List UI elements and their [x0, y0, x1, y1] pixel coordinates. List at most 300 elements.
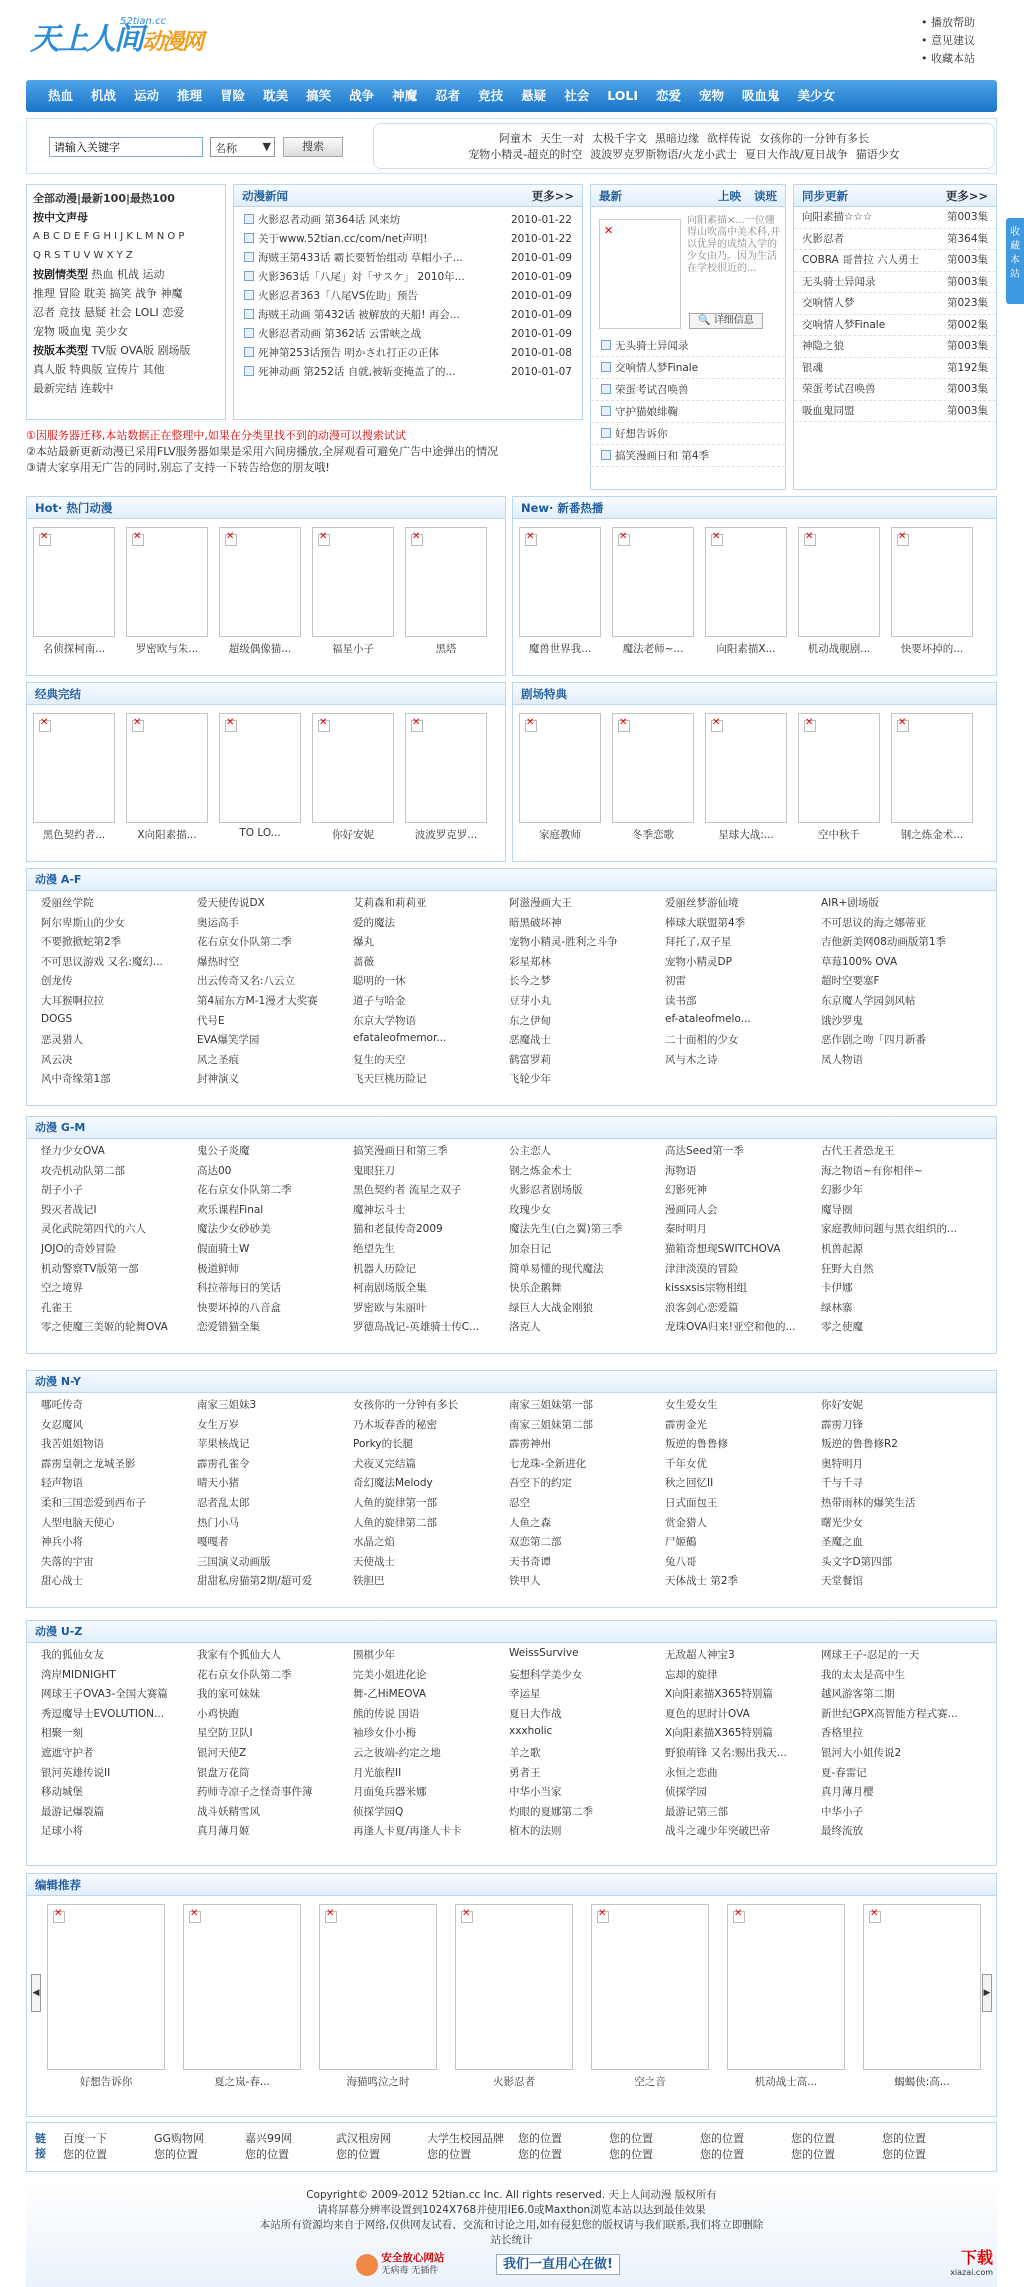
poster-title[interactable]: 罗密欧与朱...	[135, 643, 199, 655]
az-item[interactable]: 最游记第三部	[665, 1805, 728, 1818]
az-item[interactable]: 我的家可妹妹	[197, 1688, 260, 1701]
safe-badge[interactable]: 安全放心网站 无病毒 无插件	[356, 2252, 444, 2277]
az-item[interactable]: 三国演义动画版	[197, 1555, 271, 1568]
search-type-select[interactable]: 名称 ▼	[210, 137, 275, 157]
poster-image[interactable]	[863, 1904, 981, 2070]
az-item[interactable]: 欢乐课程Final	[197, 1203, 264, 1216]
az-item[interactable]: 暗黑破坏神	[509, 916, 562, 929]
nav-item-11[interactable]: 悬疑	[521, 88, 547, 103]
az-item[interactable]: 月面兔兵器米娜	[353, 1786, 427, 1799]
friend-link[interactable]: 您的位置	[245, 2148, 289, 2161]
az-item[interactable]: 我的狐仙女友	[41, 1649, 104, 1661]
az-item[interactable]: 爆丸	[353, 936, 374, 949]
az-item[interactable]: 读书部	[665, 995, 697, 1007]
az-item[interactable]: 真月薄月樱	[821, 1786, 874, 1799]
poster-title[interactable]: 福星小子	[332, 643, 374, 655]
poster-title[interactable]: 机动战舰剧...	[807, 643, 871, 655]
az-item[interactable]: 大耳猴啊拉拉	[41, 995, 104, 1007]
poster-title[interactable]: 钢之炼金术...	[900, 829, 964, 841]
az-item[interactable]: 风与木之诗	[665, 1053, 718, 1066]
poster-image[interactable]	[33, 713, 115, 823]
az-item[interactable]: 风云决	[41, 1053, 73, 1066]
friend-link[interactable]: 您的位置	[518, 2132, 562, 2145]
sync-item-name[interactable]: 吸血鬼同盟	[802, 404, 855, 417]
az-item[interactable]: 再逢人卡夏/再逢人卡卡	[353, 1825, 462, 1838]
poster-item[interactable]	[33, 527, 115, 656]
az-item[interactable]: 我的太太是高中生	[821, 1668, 905, 1681]
search-button[interactable]: 搜索	[283, 137, 343, 157]
sync-item[interactable]	[794, 207, 996, 229]
nav-item-15[interactable]: 宠物	[698, 88, 724, 103]
hot-keyword[interactable]: 宠物小精灵-超克的时空	[468, 148, 583, 161]
nav-item-1[interactable]: 机战	[91, 88, 117, 103]
latest-item-title[interactable]: 无头骑士异闻录	[615, 340, 689, 352]
az-item[interactable]: 凤人物语	[821, 1053, 863, 1066]
sync-item[interactable]	[794, 315, 996, 337]
az-item[interactable]: JOJO的奇妙冒险	[41, 1243, 117, 1255]
az-item[interactable]: 长今之梦	[509, 975, 551, 988]
poster-title[interactable]: 黑色契约者...	[42, 829, 106, 841]
az-item[interactable]: 遮遮守护者	[41, 1747, 94, 1759]
az-item[interactable]: 霹雳金光	[665, 1418, 707, 1431]
poster-title[interactable]: 波波罗克罗...	[414, 829, 478, 841]
carousel-next-arrow[interactable]: ▶	[982, 1974, 992, 2012]
az-item[interactable]: 科拉蒂每日的笑话	[197, 1282, 281, 1295]
poster-item[interactable]	[519, 527, 601, 656]
az-item[interactable]: 夏-春雷记	[821, 1766, 867, 1779]
hot-keyword[interactable]: 黑暗边缘	[655, 132, 699, 145]
poster-item[interactable]	[33, 713, 115, 842]
az-item[interactable]: 家庭教师问题与黑衣组织的...	[821, 1223, 958, 1236]
az-item[interactable]: 铁甲人	[509, 1575, 541, 1588]
news-item[interactable]	[234, 287, 582, 306]
detail-button[interactable]: 🔍 详细信息	[689, 313, 763, 329]
sync-item-name[interactable]: 向阳素描☆☆☆	[802, 211, 873, 223]
az-item[interactable]: 魔导圈	[821, 1203, 853, 1216]
news-item-title[interactable]: 关于www.52tian.cc/com/net声明!	[258, 233, 428, 245]
az-item[interactable]: 风之圣痕	[197, 1053, 239, 1066]
top-link-help[interactable]: • 播放帮助	[921, 16, 975, 29]
sync-item-name[interactable]: 荣蛋考试召唤兽	[802, 383, 876, 395]
az-item[interactable]: 真月薄月姬	[197, 1825, 250, 1838]
friend-link[interactable]: 您的位置	[700, 2148, 744, 2161]
poster-item[interactable]	[47, 1904, 165, 2089]
az-item[interactable]: 霹雳孔雀令	[197, 1457, 250, 1470]
sync-item[interactable]	[794, 229, 996, 251]
az-item[interactable]: 围棋少年	[353, 1649, 395, 1661]
poster-item[interactable]	[798, 713, 880, 842]
poster-title[interactable]: 机动战士高...	[754, 2076, 818, 2088]
hot-keyword[interactable]: 太极千字文	[592, 132, 647, 145]
friend-link[interactable]: 您的位置	[791, 2148, 835, 2161]
sync-item-name[interactable]: 银魂	[802, 361, 823, 374]
az-item[interactable]: 攻壳机动队第二部	[41, 1164, 125, 1177]
az-item[interactable]: 玫瑰少女	[509, 1203, 551, 1216]
latest-item-title[interactable]: 好想告诉你	[615, 428, 668, 440]
az-item[interactable]: 不可思议的海之娜蒂亚	[821, 916, 926, 929]
az-item[interactable]: 绿巨人大战金刚狼	[509, 1301, 593, 1314]
az-item[interactable]: 银河天使Z	[197, 1747, 247, 1759]
news-item-title[interactable]: 海贼王第433话 霸长要暂怡组动 草帽小子...	[258, 252, 463, 264]
az-item[interactable]: 神兵小将	[41, 1536, 83, 1549]
az-item[interactable]: 双恋第二部	[509, 1536, 562, 1549]
az-item[interactable]: 怪力少女OVA	[41, 1145, 105, 1157]
sync-item[interactable]	[794, 293, 996, 315]
nav-item-6[interactable]: 搞笑	[306, 88, 332, 103]
latest-item[interactable]	[591, 423, 785, 445]
types-row2[interactable]: 推理 冒险 耽美 搞笑 战争 神魔	[33, 287, 183, 300]
az-item[interactable]: 尸姬鶴	[665, 1536, 697, 1549]
az-item[interactable]: 南家三姐妹3	[197, 1399, 257, 1411]
poster-item[interactable]	[219, 527, 301, 656]
az-item[interactable]: 完美小姐进化论	[353, 1668, 427, 1681]
poster-image[interactable]	[705, 527, 787, 637]
az-item[interactable]: 永恒之恋曲	[665, 1766, 718, 1779]
az-item[interactable]: 机动警察TV版第一部	[41, 1262, 139, 1275]
sync-item-name[interactable]: 交响情人梦Finale	[802, 318, 886, 331]
news-item-title[interactable]: 火影忍者363「八尾VS佐助」预告	[258, 290, 418, 302]
az-item[interactable]: X向阳素描X365特别篇	[665, 1688, 773, 1701]
az-item[interactable]: 机兽起源	[821, 1243, 863, 1255]
az-item[interactable]: 阿尔卑斯山的少女	[41, 916, 125, 929]
az-item[interactable]: 银盘万花筒	[197, 1766, 250, 1779]
poster-item[interactable]	[405, 713, 487, 842]
poster-title[interactable]: 超级偶像猫...	[228, 643, 292, 655]
az-item[interactable]: 封神演义	[197, 1073, 239, 1086]
az-item[interactable]: 云之彼端-约定之地	[353, 1747, 441, 1759]
az-item[interactable]: 妄想科学美少女	[509, 1668, 583, 1681]
poster-image[interactable]	[705, 713, 787, 823]
hot-keyword[interactable]: 猫语少女	[855, 148, 900, 161]
poster-title[interactable]: 好想告诉你	[79, 2076, 133, 2088]
az-item[interactable]: Porky的长腿	[353, 1438, 414, 1451]
poster-image[interactable]	[612, 527, 694, 637]
az-item[interactable]: 绿林寨	[821, 1301, 853, 1314]
poster-image[interactable]	[33, 527, 115, 637]
poster-image[interactable]	[183, 1904, 301, 2070]
az-item[interactable]: 二十面相的少女	[665, 1034, 739, 1047]
poster-title[interactable]: 你好安妮	[332, 829, 374, 841]
az-item[interactable]: 高达00	[197, 1164, 232, 1177]
poster-item[interactable]	[612, 713, 694, 842]
az-item[interactable]: 罗德岛战记-英雄骑士传C...	[353, 1321, 480, 1334]
az-item[interactable]: 哪吒传奇	[41, 1399, 83, 1411]
sync-item-name[interactable]: COBRA 哥普拉 六人勇士	[802, 254, 920, 266]
poster-title[interactable]: 魔兽世界我...	[528, 643, 592, 655]
az-item[interactable]: 飞天巨桃历险记	[353, 1073, 427, 1086]
friend-link[interactable]: GG购物网	[154, 2132, 205, 2145]
az-item[interactable]: ef-ataleofmelo...	[665, 1012, 751, 1025]
poster-image[interactable]	[591, 1904, 709, 2070]
poster-title[interactable]: 名侦探柯南...	[42, 643, 106, 655]
az-item[interactable]: 罗密欧与朱丽叶	[353, 1301, 427, 1314]
poster-item[interactable]	[705, 527, 787, 656]
az-item[interactable]: 零之使魔三美姬的轮舞OVA	[41, 1321, 168, 1334]
az-item[interactable]: 天使战士	[353, 1555, 395, 1568]
types-row4[interactable]: 宠物 吸血鬼 美少女	[33, 325, 128, 338]
az-item[interactable]: 代号E	[197, 1014, 225, 1027]
az-item[interactable]: 恶灵猎人	[41, 1034, 83, 1047]
az-item[interactable]: 宠物小精灵-胜利之斗争	[509, 936, 618, 949]
types-row3[interactable]: 忍者 竞技 悬疑 社会 LOLI 恋爱	[33, 306, 185, 319]
az-item[interactable]: 我苦姐姐物语	[41, 1438, 104, 1451]
az-item[interactable]: 网球王子OVA3-全国大赛篇	[41, 1688, 168, 1701]
site-logo[interactable]	[30, 14, 240, 66]
az-item[interactable]: 鬼眼狂刀	[353, 1164, 395, 1177]
poster-title[interactable]: 海猫鸣泣之时	[346, 2076, 410, 2088]
az-item[interactable]: 魔法少女砂砂美	[197, 1223, 271, 1236]
az-item[interactable]: 恶作剧之吻「四月新番	[821, 1034, 926, 1047]
az-item[interactable]: 无敌超人神宝3	[665, 1649, 735, 1661]
carousel-prev-arrow[interactable]: ◀	[31, 1974, 41, 2012]
news-item[interactable]	[234, 363, 582, 382]
az-item[interactable]: 高达Seed第一季	[665, 1145, 744, 1157]
az-item[interactable]: 猫箱奇想现SWITCHOVA	[665, 1243, 781, 1255]
sync-item[interactable]	[794, 379, 996, 401]
top-link-favorite[interactable]: • 收藏本站	[921, 52, 975, 65]
poster-title[interactable]: 家庭教师	[539, 829, 581, 841]
az-item[interactable]: 公主恋人	[509, 1145, 551, 1157]
sync-item-name[interactable]: 神隐之狼	[802, 340, 844, 352]
az-item[interactable]: 机器人历险记	[353, 1262, 416, 1275]
az-item[interactable]: 绝望先生	[353, 1243, 395, 1255]
latest-item[interactable]	[591, 335, 785, 357]
friend-link[interactable]: 您的位置	[700, 2132, 744, 2145]
az-item[interactable]: 甜甜私房猫第2期/超可爱	[197, 1575, 313, 1588]
az-item[interactable]: 草莓100% OVA	[821, 955, 898, 968]
az-item[interactable]: 叛逆的鲁鲁修	[665, 1438, 728, 1451]
poster-image[interactable]	[519, 527, 601, 637]
sync-item[interactable]	[794, 401, 996, 423]
poster-image[interactable]	[405, 527, 487, 637]
az-item[interactable]: 鹤富罗莉	[509, 1053, 551, 1066]
poster-title[interactable]: 空中秋千	[818, 829, 860, 841]
az-item[interactable]: 风中奇缘第1部	[41, 1073, 111, 1086]
news-more-link[interactable]: 更多>>	[531, 189, 574, 203]
az-item[interactable]: 中华小子	[821, 1805, 863, 1818]
sync-item[interactable]	[794, 250, 996, 272]
news-item[interactable]	[234, 249, 582, 268]
news-item-title[interactable]: 死神动画 第252话 自就,被斩变掩盖了的...	[258, 366, 456, 378]
sync-item[interactable]	[794, 358, 996, 380]
friend-link[interactable]: 百度一下	[63, 2132, 107, 2145]
latest-tab-read[interactable]: 读班	[754, 189, 777, 203]
friend-link[interactable]: 您的位置	[609, 2132, 653, 2145]
poster-title[interactable]: 黑塔	[435, 643, 457, 655]
poster-item[interactable]	[519, 713, 601, 842]
latest-item[interactable]	[591, 379, 785, 401]
az-item[interactable]: 灼眼的夏娜第二季	[509, 1805, 593, 1818]
hot-keyword[interactable]: 夏日大作战/夏日战争	[744, 148, 848, 161]
az-item[interactable]: 宠物小精灵DP	[665, 955, 732, 968]
az-item[interactable]: 零之使魔	[821, 1321, 863, 1334]
az-item[interactable]: DOGS	[41, 1012, 73, 1025]
az-item[interactable]: 爱丽丝梦游仙境	[665, 897, 739, 909]
friend-link[interactable]: 嘉兴99网	[245, 2132, 292, 2145]
az-item[interactable]: 超时空要塞F	[821, 975, 880, 988]
az-item[interactable]: 毁灭者战记I	[41, 1203, 97, 1216]
az-item[interactable]: 星空防卫队I	[197, 1727, 253, 1740]
az-item[interactable]: 赏金猎人	[665, 1516, 707, 1529]
poster-item[interactable]	[612, 527, 694, 656]
poster-image[interactable]	[219, 713, 301, 823]
poster-item[interactable]	[705, 713, 787, 842]
poster-title[interactable]: 快要坏掉的...	[900, 643, 964, 655]
friend-link[interactable]: 您的位置	[427, 2148, 471, 2161]
poster-item[interactable]	[219, 713, 301, 839]
poster-image[interactable]	[891, 713, 973, 823]
download-logo[interactable]: 下载 xiazai.com	[950, 2248, 993, 2277]
az-item[interactable]: 最游记爆裂篇	[41, 1805, 104, 1818]
az-item[interactable]: 南家三姐妹第二部	[509, 1418, 593, 1431]
az-item[interactable]: 头文字D第四部	[821, 1555, 893, 1568]
news-item-title[interactable]: 死神第253话预告 明かされ打正の正体	[258, 347, 439, 359]
news-item[interactable]	[234, 211, 582, 230]
az-item[interactable]: 猫和老鼠传奇2009	[353, 1223, 443, 1236]
latest-item[interactable]	[591, 357, 785, 379]
poster-title[interactable]: 星球大战:...	[718, 829, 774, 841]
az-item[interactable]: 移动城堡	[41, 1786, 83, 1799]
category-tabs[interactable]: 全部动漫|最新100|最热100	[33, 192, 175, 205]
az-item[interactable]: 东之伊甸	[509, 1014, 551, 1027]
nav-item-10[interactable]: 竞技	[478, 88, 504, 103]
az-item[interactable]: 叛逆的鲁鲁修R2	[821, 1438, 898, 1451]
az-item[interactable]: 奥运高手	[197, 916, 239, 929]
nav-item-9[interactable]: 忍者	[435, 88, 461, 103]
az-item[interactable]: 钢之炼金术士	[509, 1164, 572, 1177]
hot-keyword[interactable]: 阿童木	[499, 132, 532, 145]
az-item[interactable]: 越风游客第二期	[821, 1688, 895, 1701]
friend-link[interactable]: 您的位置	[336, 2148, 380, 2161]
az-item[interactable]: 热带雨林的爆笑生活	[821, 1497, 916, 1509]
az-item[interactable]: 狂野大自然	[821, 1262, 874, 1275]
az-item[interactable]: 彩星郑林	[509, 955, 551, 968]
az-item[interactable]: 最终流放	[821, 1825, 863, 1838]
az-item[interactable]: 霹雳刀锋	[821, 1418, 863, 1431]
sync-item-name[interactable]: 交响情人梦	[802, 297, 855, 309]
az-item[interactable]: 天体战士 第2季	[665, 1575, 739, 1588]
news-item[interactable]	[234, 268, 582, 287]
az-item[interactable]: 相聚一刻	[41, 1727, 83, 1740]
az-item[interactable]: 熊的传说 国语	[353, 1707, 420, 1720]
hot-keyword[interactable]: 波波罗克罗斯物语/火龙小武士	[590, 148, 737, 161]
nav-item-3[interactable]: 推理	[177, 88, 203, 103]
poster-item[interactable]	[312, 527, 394, 656]
az-item[interactable]: xxxholic	[509, 1725, 553, 1738]
az-item[interactable]: 忍者乱太郎	[197, 1497, 250, 1509]
az-item[interactable]: 吾空下的约定	[509, 1477, 572, 1490]
poster-item[interactable]	[891, 527, 973, 656]
az-item[interactable]: 女忍魔风	[41, 1418, 83, 1431]
az-item[interactable]: 聪明的一休	[353, 975, 406, 988]
friend-link[interactable]: 大学生校园品牌	[427, 2132, 504, 2145]
az-item[interactable]: 胡子小子	[41, 1184, 83, 1197]
az-item[interactable]: 奥特明月	[821, 1457, 863, 1470]
az-item[interactable]: 七龙珠-全新进化	[509, 1457, 587, 1470]
az-item[interactable]: 吉他新美网08动画版第1季	[821, 936, 947, 949]
nav-item-17[interactable]: 美少女	[797, 88, 836, 103]
az-item[interactable]: 卡伊娜	[821, 1282, 853, 1295]
az-item[interactable]: 创龙传	[41, 975, 73, 988]
news-item-title[interactable]: 海贼王动画 第432话 被解放的天船! 再会...	[258, 309, 460, 321]
az-item[interactable]: 拜托了,双子星	[665, 936, 732, 949]
az-item[interactable]: 魔法先生(白之翼)第三季	[509, 1223, 623, 1236]
az-item[interactable]: 千与千寻	[821, 1477, 863, 1490]
az-item[interactable]: 道子与哈金	[353, 995, 406, 1007]
az-item[interactable]: 爱丽丝学院	[41, 897, 94, 909]
az-item[interactable]: 复生的天空	[353, 1053, 406, 1066]
poster-item[interactable]	[312, 713, 394, 842]
az-item[interactable]: 羊之歌	[509, 1747, 541, 1759]
az-item[interactable]: 人型电脑天使心	[41, 1516, 115, 1529]
az-item[interactable]: 你好安妮	[821, 1399, 863, 1411]
az-item[interactable]: 天堂餐馆	[821, 1575, 863, 1588]
az-item[interactable]: 孔雀王	[41, 1301, 73, 1314]
search-input[interactable]	[49, 137, 203, 157]
poster-image[interactable]	[891, 527, 973, 637]
news-item-title[interactable]: 火影忍者动画 第362话 云雷峡之战	[258, 328, 422, 340]
az-item[interactable]: 足球小将	[41, 1825, 83, 1838]
az-item[interactable]: 爱天使传说DX	[197, 897, 265, 909]
az-item[interactable]: 忘却的旋律	[665, 1668, 718, 1681]
az-item[interactable]: 花右京女仆队第二季	[197, 1184, 292, 1197]
az-item[interactable]: 人鱼的旋律第二部	[353, 1516, 437, 1529]
poster-title[interactable]: 向阳素描X...	[716, 643, 776, 655]
az-item[interactable]: 曙光少女	[821, 1516, 863, 1529]
az-item[interactable]: 侦探学园	[665, 1786, 707, 1799]
poster-item[interactable]	[891, 713, 973, 842]
az-item[interactable]: 简单易懂的现代魔法	[509, 1262, 604, 1275]
az-item[interactable]: 热门小马	[197, 1516, 239, 1529]
az-item[interactable]: AIR+剧场版	[821, 897, 879, 909]
sync-more-link[interactable]: 更多>>	[945, 189, 988, 203]
poster-title[interactable]: TO LO...	[239, 827, 281, 839]
latest-item[interactable]	[591, 401, 785, 423]
az-item[interactable]: 铁胆巴	[353, 1575, 385, 1588]
poster-item[interactable]	[126, 527, 208, 656]
az-item[interactable]: X向阳素描X365特别篇	[665, 1727, 773, 1740]
friend-link[interactable]: 武汉租房网	[336, 2132, 391, 2145]
az-item[interactable]: 艾莉森和莉莉亚	[353, 897, 427, 909]
az-item[interactable]: 水晶之焰	[353, 1536, 395, 1549]
az-item[interactable]: 小鸡快跑	[197, 1707, 239, 1720]
types-row1[interactable]: 热血 机战 运动	[91, 268, 165, 281]
news-item[interactable]	[234, 306, 582, 325]
az-item[interactable]: 霹雳皇朝之龙城圣影	[41, 1457, 136, 1470]
hot-keyword[interactable]: 天生一对	[540, 132, 584, 145]
az-item[interactable]: 幸运星	[509, 1688, 541, 1701]
az-item[interactable]: 阿滋漫画大王	[509, 897, 572, 909]
az-item[interactable]: 中华小当家	[509, 1786, 562, 1799]
az-item[interactable]: 恋爱错猫全集	[197, 1321, 260, 1334]
az-item[interactable]: 龙珠OVA归来!亚空和他的...	[665, 1321, 796, 1334]
az-item[interactable]: 蔷薇	[353, 955, 374, 968]
az-item[interactable]: 犬夜叉完结篇	[353, 1457, 416, 1470]
letters-row2[interactable]: Q R S T U V W X Y Z	[33, 250, 133, 261]
az-item[interactable]: 新世纪GPX高智能方程式赛...	[821, 1707, 958, 1720]
az-item[interactable]: 嘎嘎者	[197, 1536, 229, 1549]
az-item[interactable]: 我家有个狐仙大人	[197, 1649, 281, 1661]
friend-link[interactable]: 您的位置	[63, 2148, 107, 2161]
az-item[interactable]: 花右京女仆队第二季	[197, 936, 292, 949]
az-item[interactable]: 海物语	[665, 1164, 697, 1177]
az-item[interactable]: 香格里拉	[821, 1727, 863, 1740]
latest-tab-show[interactable]: 上映	[718, 189, 741, 203]
hot-keyword[interactable]: 欲样传说	[707, 132, 751, 145]
friend-link[interactable]: 您的位置	[791, 2132, 835, 2145]
poster-item[interactable]	[863, 1904, 981, 2089]
news-item[interactable]	[234, 325, 582, 344]
